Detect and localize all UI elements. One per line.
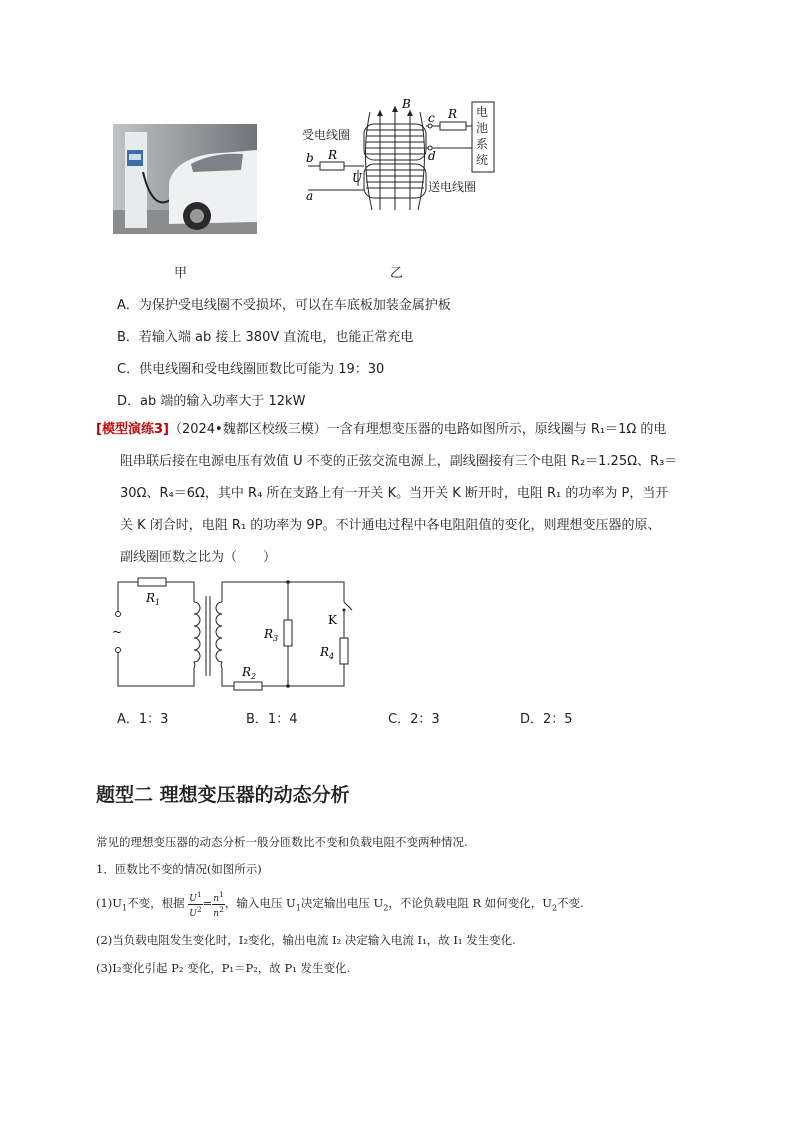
svg-text:R1 (145, 591, 160, 607)
transformer-circuit (108, 572, 358, 700)
label-B: B (402, 98, 411, 111)
svg-text:R4 (319, 645, 334, 661)
label-R2-sub: 2 (251, 672, 257, 681)
p1-part-d: 决定输出电压 U (300, 896, 384, 910)
q2-choice-d: D．2：5 (520, 712, 573, 727)
label-R4-sub: 4 (329, 652, 335, 661)
q2-tag: [模型演练3] (96, 422, 169, 437)
p1-part-c: ，输入电压 U (224, 896, 296, 910)
q2-choice-a: A．1：3 (117, 712, 169, 727)
p1-part-a: (1)U (96, 896, 122, 910)
wireless-charging-diagram (300, 98, 500, 222)
svg-text:R3 (263, 627, 278, 643)
label-b: b (306, 151, 314, 165)
turns-ratio-fraction: $\frac{n^1}{n^2}$ (213, 889, 224, 919)
svg-text:R2 (241, 665, 256, 681)
q1-option-a: A．为保护受电线圈不受损坏，可以在车底板加装金属护板 (117, 298, 451, 313)
diagram-caption: 乙 (390, 266, 404, 281)
section-p2: (2)当负载电阻发生变化时，I₂变化，输出电流 I₂ 决定输入电流 I₁，故 I₁ 发生变化. (96, 933, 516, 947)
label-R3-sub: 3 (273, 634, 279, 643)
q2-stem (96, 414, 706, 574)
label-K: K (328, 613, 337, 627)
section-p1: $(1)U_1$不变，根据 $\frac{U^1}{U^2}$ = $\frac{n^1}{n^2}$ ，输入电压 $U_1$决定输出电压 $U_2$，不论负载电阻 R 如何变化，$U_2$不变. (96, 889, 584, 919)
send-coil-label: 送电线圈 (428, 180, 477, 194)
label-c: c (428, 111, 435, 125)
label-R-top: R (448, 107, 458, 121)
q2-line2: 阻串联后接在电源电压有效值 U 不变的正弦交流电源上，副线圈接有三个电阻 R₂＝1.25Ω、R₃＝ (120, 454, 678, 469)
label-R3: R (264, 627, 274, 641)
ac-symbol: ~ (112, 625, 123, 639)
p1-part-e: ，不论负载电阻 R 如何变化，U (388, 896, 552, 910)
section-item1: 1．匝数比不变的情况(如图所示) (96, 862, 262, 876)
q1-option-c: C．供电线圈和受电线圈匝数比可能为 19：30 (117, 362, 385, 377)
q2-choice-b: B．1：4 (246, 712, 298, 727)
label-U: U (352, 171, 363, 185)
label-a: a (306, 189, 314, 203)
label-R4: R (320, 645, 330, 659)
section-p3: (3)I₂变化引起 P₂ 变化，P₁＝P₂，故 P₁ 发生变化. (96, 961, 351, 975)
q2-line1: （2024•魏都区校级三模）一含有理想变压器的电路如图所示，原线圈与 R₁＝1Ω 的电 (168, 422, 667, 437)
q2-choice-c: C．2：3 (388, 712, 440, 727)
label-R-left: R (328, 148, 338, 162)
photo-caption: 甲 (174, 266, 188, 281)
receive-coil-label: 受电线圈 (302, 128, 351, 142)
p1-part-f: 不变. (557, 896, 584, 910)
label-R2: R (242, 665, 252, 679)
section-title: 题型二 理想变压器的动态分析 (96, 784, 350, 806)
voltage-ratio-fraction: $\frac{U^1}{U^2}$ (189, 889, 202, 919)
q2-line3: 30Ω、R₄＝6Ω，其中 R₄ 所在支路上有一开关 K。当开关 K 断开时，电阻 R₁ 的功率为 P，当开 (120, 486, 669, 501)
q1-option-d: D．ab 端的输入功率大于 12kW (117, 394, 306, 409)
charging-photo (113, 124, 257, 234)
label-d: d (428, 149, 436, 163)
battery-label: 电池系统 (476, 105, 489, 167)
p1-part-b: 不变，根据 (127, 896, 185, 910)
q2-line5: 副线圈匝数之比为（ ） (120, 550, 277, 565)
q2-line4: 关 K 闭合时，电阻 R₁ 的功率为 9P。不计通电过程中各电阻阻值的变化，则理想变压器的原、 (120, 518, 661, 533)
label-R1: R (146, 591, 156, 605)
q1-option-b: B．若输入端 ab 接上 380V 直流电，也能正常充电 (117, 330, 414, 345)
section-intro: 常见的理想变压器的动态分析一般分匝数比不变和负载电阻不变两种情况. (96, 835, 468, 849)
label-R1-sub: 1 (155, 598, 161, 607)
